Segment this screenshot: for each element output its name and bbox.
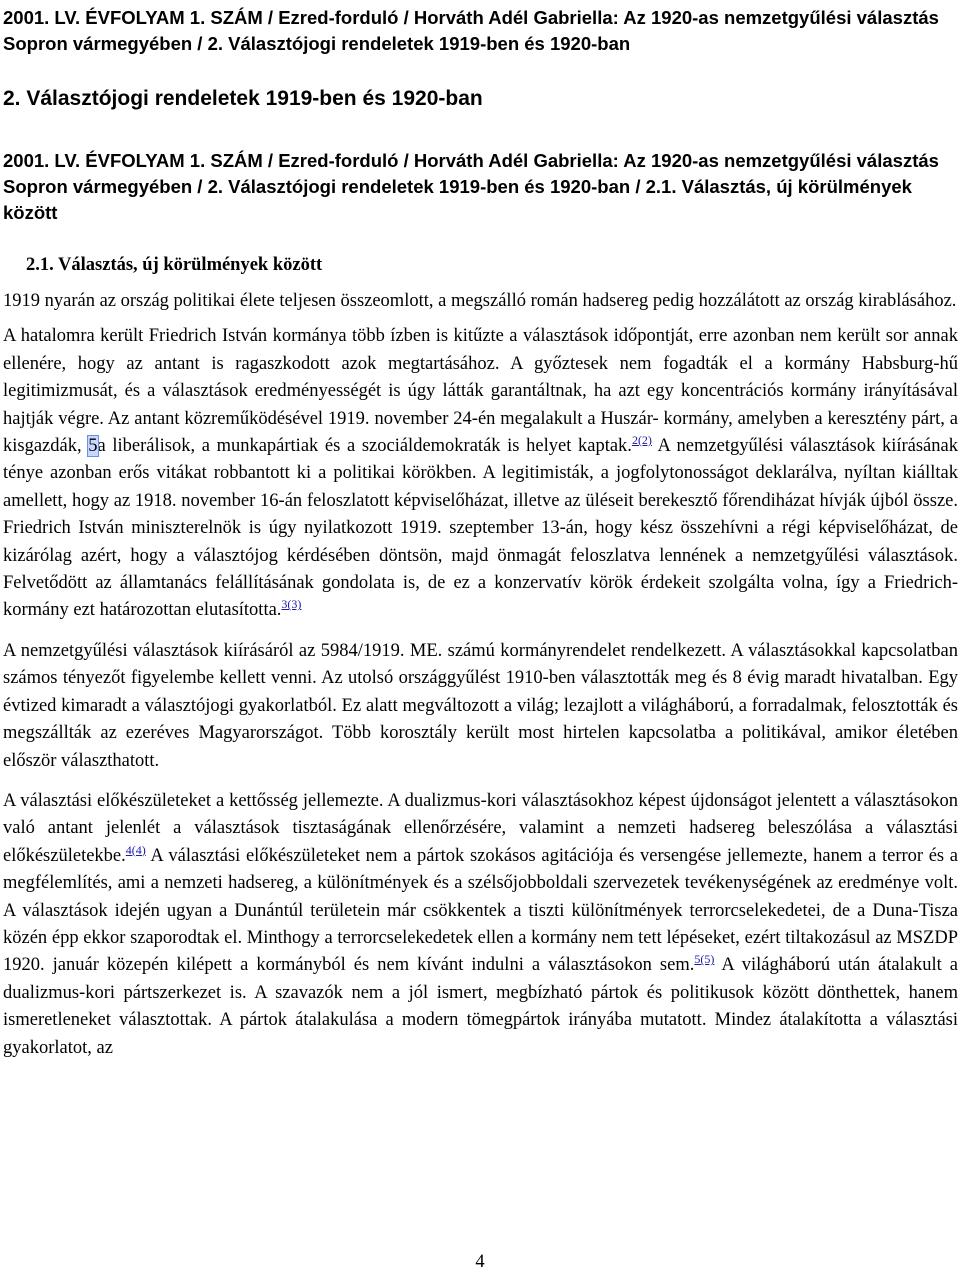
footnote-link-2[interactable]: 2(2) xyxy=(631,433,652,448)
footnote-link-4[interactable]: 4(4) xyxy=(125,842,146,857)
footnote-link-3[interactable]: 3(3) xyxy=(281,597,302,612)
paragraph-text: A nemzetgyűlési választások kiírásának ténye azonban erős vitákat robbantott ki a politikai körökben. A legitimisták, a jogfolytonosságot deklarálva, nyíltan kiálltak amellett, hogy az 1918. november 16-án feloszlatott képviselőházat, illetve az üléseit berekesztő főrendiházat hívják újból össze. Friedrich István miniszterelnök is úgy nyilatkozott 1919. szeptember 13-án, hogy kész összehívni a régi képviselőházat, de kizárólag azért, hogy a választójog kérdésében döntsön, majd önmagát feloszlatva lennének a nemzetgyűlési választások. Felvetődött az államtanács felállításának gondolata is, de ez a konzervatív körök érdekeit szolgálta volna, így a Friedrich-kormány ezt határozottan elutasította. xyxy=(3,436,958,621)
paragraph xyxy=(3,788,958,1062)
paragraph-text: a liberálisok, a munkapártiak és a szociáldemokraták is helyet kaptak. xyxy=(97,436,632,457)
paragraph xyxy=(3,323,958,624)
breadcrumb: 2001. LV. ÉVFOLYAM 1. SZÁM / Ezred-forduló / Horváth Adél Gabriella: Az 1920-as nemzetgyűlési választás Sopron vármegyében / 2. Választójogi rendeletek 1919-ben és 1920-ban / 2.1. Választás, új körülmények között xyxy=(3,150,939,223)
paragraph-text: 1919 nyarán az ország politikai élete teljesen összeomlott, a megszálló román hadsereg pedig hozzálátott az ország kirablásához. xyxy=(3,291,957,311)
running-header: 2001. LV. ÉVFOLYAM 1. SZÁM / Ezred-forduló / Horváth Adél Gabriella: Az 1920-as nemzetgyűlési választás Sopron vármegyében / 2. Választójogi rendeletek 1919-ben és 1920-ban xyxy=(3,7,939,54)
highlighted-text: 5 xyxy=(88,436,98,457)
footnote-link-5[interactable]: 5(5) xyxy=(694,952,715,967)
paragraph-text: A választási előkészületeket a kettősség jellemezte. A dualizmus-kori választásokhoz képest újdonságot jelentett a választásokon való antant jelenlét a választások tisztaságának ellenőrzésére, valamint a nemzeti hadsereg beleszólása a választási előkészületekbe. xyxy=(3,790,958,866)
paragraph-text: A hatalomra került Friedrich István kormánya több ízben is kitűzte a választások időpontját, erre azonban nem került sor annak ellenére, hogy az antant is ragaszkodott azok megtartásához. A győztesek nem fogadták el a kormány Habsburg-hű legitimizmusát, és a választások eredményességét is úgy látták garantáltnak, ha azt egy koncentrációs kormány irányításával hajtják végre. Az antant közreműködésével 1919. november 24-én megalakult a Huszár- kormány, amelyben a keresztény párt, a kisgazdák, xyxy=(3,326,958,457)
paragraph-text: A választási előkészületeket nem a pártok szokásos agitációja és versengése jellemezte, hanem a terror és a megfélemlítés, ami a nemzeti hadsereg, a különítmények és a szélsőjobboldali szervezetek tevékenységének az eredménye volt. A választások idején ugyan a Dunántúl területein már csökkentek a tiszti különítmények terrorcselekedetei, de a Duna-Tisza közén épp ekkor szaporodtak el. Minthogy a terrorcselekedetek ellen a kormány nem tett lépéseket, ezért tiltakozásul az MSZDP 1920. január közepén kilépett a kormányból és nem kívánt indulni a választásokon sem. xyxy=(3,845,958,976)
document-page xyxy=(3,0,958,1062)
paragraph xyxy=(3,638,958,775)
section-title: 2.1. Választás, új körülmények között xyxy=(26,255,323,275)
page-number: 4 xyxy=(475,1252,485,1272)
paragraph-text: A nemzetgyűlési választások kiírásáról az 5984/1919. ME. számú kormányrendelet rendelkezett. A választásokkal kapcsolatban számos tényezőt figyelembe kellett venni. Az utolsó országgyűlést 1910-ben választották meg és 8 évig maradt hivatalban. Egy évtized kimaradt a választójogi gyakorlatból. Ez alatt megváltozott a világ; lezajlott a világháború, a forradalmak, felosztották és megszállták az ezeréves Magyarországot. Több korosztály került most hirtelen kapcsolatba a politikával, amikor életében először választhatott. xyxy=(3,640,958,771)
paragraph-text: A világháború után átalakult a dualizmus-kori pártszerkezet is. A szavazók nem a jól ismert, megbízható pártok és politikusok között dönthettek, hanem ismeretleneket választottak. A pártok átalakulása a modern tömegpártok irányába mutatott. Mindez átalakította a választási gyakorlatot, az xyxy=(3,955,959,1058)
paragraph xyxy=(3,288,958,315)
chapter-title: 2. Választójogi rendeletek 1919-ben és 1920-ban xyxy=(3,87,483,110)
